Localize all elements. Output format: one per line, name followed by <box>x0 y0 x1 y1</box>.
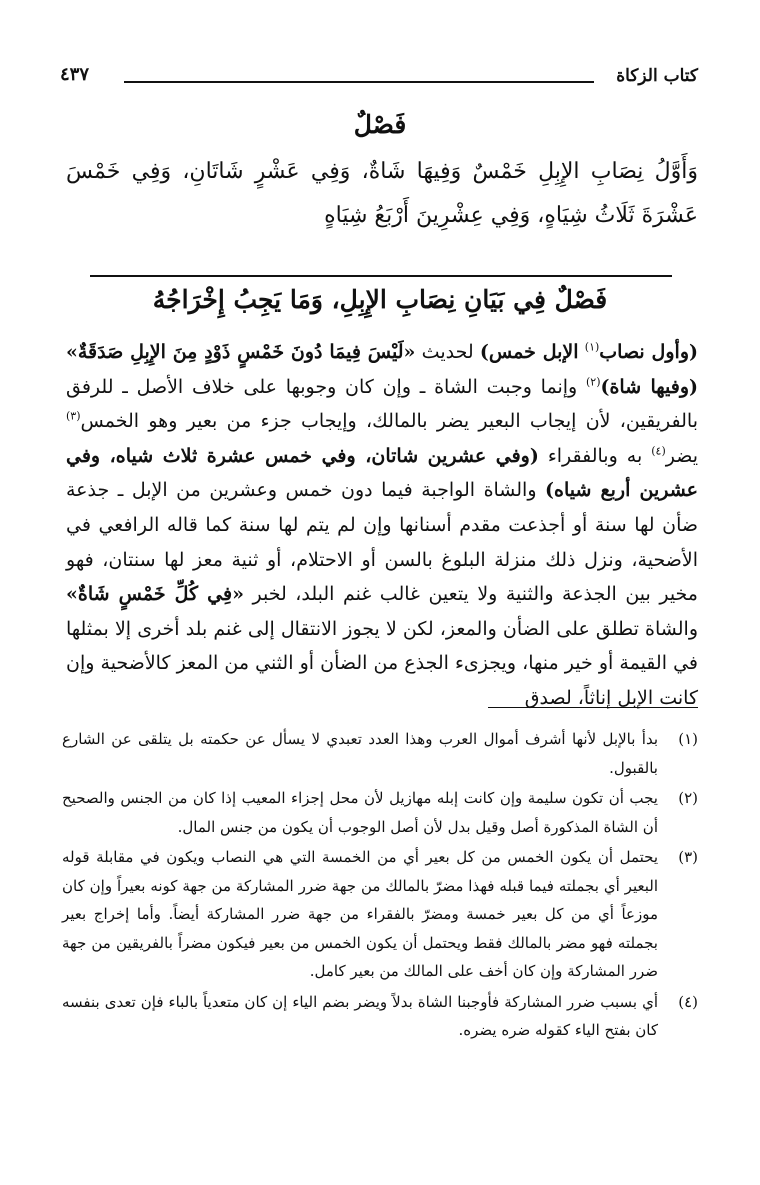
footnote-number: (٤) <box>678 992 698 1011</box>
footnote-text: أي بسبب ضرر المشاركة فأوجبنا الشاة بدلاً ويضر بضم الياء إن كان متعدياً بالباء فإن تعدى بنفسه كان بفتح الياء كقوله ضره يضره. <box>62 992 658 1039</box>
footnote-ref[interactable]: (٤) <box>651 444 666 458</box>
text-run: يضر <box>665 444 698 467</box>
footnote-text: بدأ بالإبل لأنها أشرف أموال العرب وهذا العدد تعبدي لا يسأل عن حكمته بل يتلقى عن الشارع بالقبول. <box>62 730 658 777</box>
footnote-ref[interactable]: (٢) <box>585 375 601 389</box>
footnote-text: يحتمل أن يكون الخمس من كل بعير أي من الخمسة التي هي النصاب ويكون في مقابلة قوله البعير أي بجملته فيما قبله فهذا مضرّ بالمالك من جهة ضرر المشاركة من جهة كونه بعيراً وإن كان موزعاً أي من كل بعير خمسة ومضرّ بالفقراء من جهة ضرر المشاركة أيضاً. وأما إخراج بعير بجملته فهو مضر بالمالك فقط ويحتمل أن يكون الخمس من بعير فيكون مضراً بالفريقين من جهة ضرر المشاركة وإن كان أخف على المالك من بعير كامل. <box>62 848 658 980</box>
text-run: والشاة تطلق على الضأن والمعز، لكن لا يجوز الانتقال إلى غنم بلد أخرى إلا بمثلها في القيمة أو خير منها، ويجزىء الجذع من الضأن أو الثني من المعز كالأضحية وإن كانت الإبل إناثاً، لصدق <box>66 617 698 709</box>
text-run: والشاة الواجبة فيما دون خمس وعشرين من الإبل ـ جذعة ضأن لها سنة أو أجذعت مقدم أسنانها وإن لم يتم لها سنة كما قاله الرافعي في الأضحية، ونزل ذلك منزلة البلوغ بالسن أو الاحتلام، أو ثنية معز لها سنتان، فهو مخير بين الجذعة والثنية ولا يتعين غالب غنم البلد، لخبر <box>66 479 698 606</box>
hadith-quote: «فِي كُلِّ خَمْسٍ شَاةٌ» <box>66 583 244 606</box>
matn-quote: (وفي عشرين شاتان، وفي خمس عشرة ثلاث شياه، وفي عشرين أربع شياه) <box>66 444 698 502</box>
page-header <box>60 60 698 94</box>
page-number: ٤٣٧ <box>60 64 90 85</box>
matn-heading: فَصْلٌ <box>353 110 407 139</box>
footnote-separator <box>488 707 698 708</box>
section-heading: فَصْلٌ فِي بَيَانِ نِصَابِ الإِبِلِ، وَمَا يَجِبُ إِخْرَاجُهُ <box>152 285 608 314</box>
text-run: وإنما وجبت الشاة ـ وإن كان وجوبها على خلاف الأصل ـ للرفق بالفريقين، لأن إيجاب البعير يضر بالمالك، وإيجاب جزء من بعير وهو الخمس <box>66 375 698 433</box>
footnote-text: يجب أن تكون سليمة وإن كانت إبله مهازيل لأن محل إجزاء المعيب إذا كان من الجنس والصحيح أن الشاة المذكورة أصل وقيل بدل لأن أصل الوجوب أن يكون من جنس المال. <box>62 789 658 836</box>
header-rule <box>124 81 594 83</box>
matn-quote: (وفيها شاة) <box>600 375 698 398</box>
footnote-number: (٢) <box>678 789 698 807</box>
text-run: لحديث <box>421 341 474 363</box>
footnote <box>62 988 698 1045</box>
text-run: به وبالفقراء <box>547 444 643 467</box>
footnote-ref[interactable]: (١) <box>584 340 600 354</box>
commentary-paragraph <box>66 335 698 716</box>
footnote <box>62 784 698 841</box>
matn-quote: الإبل خمس) <box>479 341 579 363</box>
footnote-number: (١) <box>678 730 698 748</box>
commentary-text <box>66 335 698 716</box>
footnote-ref[interactable]: (٣) <box>66 409 81 423</box>
matn-divider <box>90 275 672 277</box>
footnote-number: (٣) <box>678 848 698 866</box>
footnote <box>62 725 698 782</box>
footnote <box>62 843 698 986</box>
matn-quote: (وأول نصاب <box>599 341 698 363</box>
footnotes <box>62 725 698 1047</box>
matn-text: وَأَوَّلُ نِصَابِ الإِبِلِ خَمْسٌ وَفِيهَا شَاةٌ، وَفِي عَشْرٍ شَاتَانِ، وَفِي خَمْسَ عَشْرَةَ ثَلَاثُ شِيَاهٍ، وَفِي عِشْرِينَ أَرْبَعُ شِيَاهٍ <box>66 159 698 228</box>
running-title: كتاب الزكاة <box>616 66 698 86</box>
hadith-quote: «لَيْسَ فِيمَا دُونَ خَمْسٍ ذَوْدٍ مِنَ الإِبِلِ صَدَقَةٌ» <box>66 341 416 363</box>
